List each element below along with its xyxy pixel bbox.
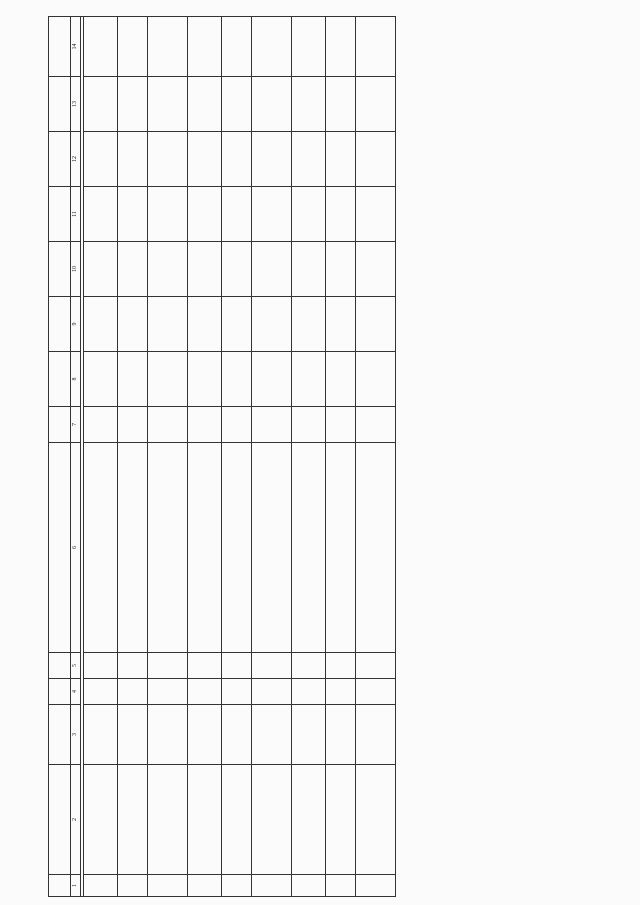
column-number: 6 (71, 443, 81, 653)
header-cell (49, 297, 71, 352)
row-number (356, 875, 396, 897)
row-value (292, 187, 326, 242)
row-value (118, 242, 148, 297)
header-cell (49, 875, 71, 897)
row-value (188, 242, 222, 297)
table-row (84, 17, 118, 897)
row-value (118, 297, 148, 352)
row-number (252, 875, 292, 897)
row-period-from (188, 679, 222, 705)
row-value (222, 132, 252, 187)
row-number (188, 875, 222, 897)
row-value (148, 187, 188, 242)
row-value (148, 297, 188, 352)
row-value (84, 132, 118, 187)
row-value (356, 297, 396, 352)
row-value (356, 187, 396, 242)
row-value (252, 132, 292, 187)
table-row (252, 17, 292, 897)
table-row (326, 17, 356, 897)
row-executor (292, 705, 326, 765)
row-value (188, 77, 222, 132)
table-row (118, 17, 148, 897)
row-number (222, 875, 252, 897)
row-value (84, 187, 118, 242)
row-period-to (356, 653, 396, 679)
header-cell (49, 765, 71, 875)
row-value (118, 352, 148, 407)
row-value (188, 297, 222, 352)
row-period-to (292, 653, 326, 679)
row-value (118, 77, 148, 132)
column-number: 13 (71, 77, 81, 132)
row-name (188, 765, 222, 875)
row-value (252, 17, 292, 77)
row-source (356, 443, 396, 653)
row-value (222, 352, 252, 407)
row-value (252, 187, 292, 242)
row-value (148, 242, 188, 297)
row-period-to (84, 653, 118, 679)
row-name (292, 765, 326, 875)
row-period-to (188, 653, 222, 679)
row-value (326, 17, 356, 77)
row-source (188, 443, 222, 653)
row-value (326, 242, 356, 297)
row-source (222, 443, 252, 653)
row-unit (222, 407, 252, 443)
column-number: 5 (71, 653, 81, 679)
row-unit (252, 407, 292, 443)
table-row (148, 17, 188, 897)
row-value (292, 77, 326, 132)
row-period-from (326, 679, 356, 705)
row-value (84, 352, 118, 407)
header-cell (49, 443, 71, 653)
header-row (49, 17, 71, 897)
row-value (356, 17, 396, 77)
row-value (252, 77, 292, 132)
appendix-line (23, 17, 32, 207)
row-source (148, 443, 188, 653)
row-value (252, 352, 292, 407)
row-value (188, 187, 222, 242)
row-value (252, 297, 292, 352)
row-value (118, 132, 148, 187)
row-number (84, 875, 118, 897)
header-cell (49, 17, 71, 77)
row-value (188, 352, 222, 407)
header-cell (49, 679, 71, 705)
row-value (84, 17, 118, 77)
row-number (118, 875, 148, 897)
row-period-to (222, 653, 252, 679)
row-source (326, 443, 356, 653)
row-period-to (326, 653, 356, 679)
row-name (118, 765, 148, 875)
column-number: 4 (71, 679, 81, 705)
row-executor (148, 705, 188, 765)
column-number: 3 (71, 705, 81, 765)
row-value (356, 132, 396, 187)
appendix-line (32, 17, 41, 207)
row-executor (326, 705, 356, 765)
row-unit (84, 407, 118, 443)
row-number (326, 875, 356, 897)
row-value (188, 132, 222, 187)
column-number: 8 (71, 352, 81, 407)
row-executor (222, 705, 252, 765)
row-value (84, 77, 118, 132)
row-value (326, 187, 356, 242)
row-unit (356, 407, 396, 443)
row-value (292, 242, 326, 297)
row-value (356, 242, 396, 297)
column-number: 10 (71, 242, 81, 297)
row-name (84, 765, 118, 875)
row-source (252, 443, 292, 653)
row-period-from (222, 679, 252, 705)
header-cell (49, 242, 71, 297)
row-value (326, 297, 356, 352)
row-value (222, 297, 252, 352)
row-source (292, 443, 326, 653)
appendix-line (14, 17, 23, 207)
row-value (118, 187, 148, 242)
header-cell (49, 77, 71, 132)
program-table (48, 16, 396, 897)
row-unit (148, 407, 188, 443)
column-number-row (71, 17, 81, 897)
row-executor (84, 705, 118, 765)
row-period-to (148, 653, 188, 679)
row-unit (326, 407, 356, 443)
column-number: 12 (71, 132, 81, 187)
row-source (84, 443, 118, 653)
column-number: 11 (71, 187, 81, 242)
row-value (356, 352, 396, 407)
row-value (252, 242, 292, 297)
row-value (292, 297, 326, 352)
row-value (222, 187, 252, 242)
column-number: 9 (71, 297, 81, 352)
table-row (356, 17, 396, 897)
row-value (326, 77, 356, 132)
column-number: 2 (71, 765, 81, 875)
row-period-from (118, 679, 148, 705)
table-row (292, 17, 326, 897)
row-value (292, 132, 326, 187)
row-number (148, 875, 188, 897)
rotated-sheet (8, 17, 632, 897)
row-period-to (118, 653, 148, 679)
header-cell (49, 132, 71, 187)
row-value (148, 17, 188, 77)
row-period-from (356, 679, 396, 705)
row-period-to (252, 653, 292, 679)
row-period-from (252, 679, 292, 705)
row-value (84, 242, 118, 297)
row-value (222, 17, 252, 77)
row-name (252, 765, 292, 875)
row-value (222, 242, 252, 297)
row-value (326, 352, 356, 407)
header-cell (49, 187, 71, 242)
row-executor (188, 705, 222, 765)
row-name (356, 765, 396, 875)
row-source (118, 443, 148, 653)
row-period-from (292, 679, 326, 705)
column-number: 1 (71, 875, 81, 897)
row-value (148, 77, 188, 132)
row-executor (356, 705, 396, 765)
row-unit (118, 407, 148, 443)
row-period-from (148, 679, 188, 705)
column-number: 14 (71, 17, 81, 77)
row-value (326, 132, 356, 187)
row-unit (292, 407, 326, 443)
header-cell (49, 653, 71, 679)
header-cell (49, 407, 71, 443)
table-row (222, 17, 252, 897)
column-number: 7 (71, 407, 81, 443)
row-value (148, 132, 188, 187)
row-value (292, 17, 326, 77)
row-name (222, 765, 252, 875)
row-value (118, 17, 148, 77)
row-period-from (84, 679, 118, 705)
row-number (292, 875, 326, 897)
row-unit (188, 407, 222, 443)
row-value (148, 352, 188, 407)
row-value (292, 352, 326, 407)
table-row (188, 17, 222, 897)
row-name (148, 765, 188, 875)
row-value (356, 77, 396, 132)
row-executor (118, 705, 148, 765)
row-value (222, 77, 252, 132)
row-executor (252, 705, 292, 765)
header-cell (49, 705, 71, 765)
row-value (188, 17, 222, 77)
row-value (84, 297, 118, 352)
header-cell (49, 352, 71, 407)
row-name (326, 765, 356, 875)
